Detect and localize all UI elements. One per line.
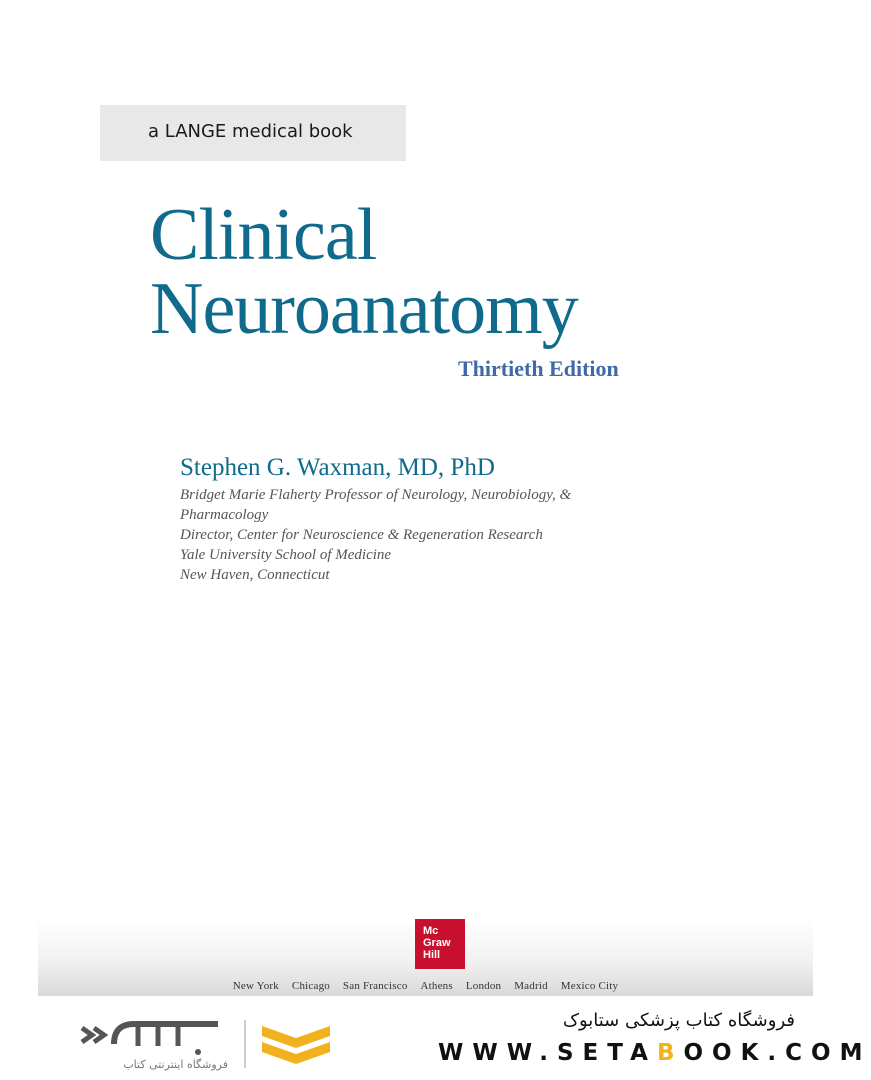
logo-text-line: Hill bbox=[423, 949, 441, 961]
edition-label: Thirtieth Edition bbox=[458, 356, 619, 381]
setabook-wordmark-icon bbox=[78, 1014, 228, 1056]
url-part: OOK.COM bbox=[683, 1040, 871, 1066]
watermark-url bbox=[438, 1040, 871, 1066]
watermark-subtitle: فروشگاه اینترنتی کتاب bbox=[123, 1058, 228, 1071]
book-title-line-2: Neuroanatomy bbox=[150, 268, 578, 350]
author-affiliation-line: Yale University School of Medicine bbox=[180, 547, 392, 563]
series-label: a LANGE medical book bbox=[148, 121, 353, 142]
url-accent-letter: B bbox=[656, 1040, 684, 1066]
watermark-title: فروشگاه کتاب پزشکی ستابوک bbox=[562, 1010, 795, 1031]
series-label-box bbox=[100, 105, 406, 161]
logo-text-line: Mc bbox=[423, 925, 439, 937]
city-label: New York bbox=[232, 980, 279, 992]
author-affiliation-line: Bridget Marie Flaherty Professor of Neurology, Neurobiology, & bbox=[180, 487, 572, 503]
book-title-line-1: Clinical bbox=[150, 194, 377, 276]
city-label: San Francisco bbox=[342, 980, 408, 992]
city-label: Madrid bbox=[514, 980, 548, 992]
logo-text-line: Graw bbox=[423, 937, 451, 949]
author-name: Stephen G. Waxman, MD, PhD bbox=[180, 454, 495, 481]
author-affiliation-line: Pharmacology bbox=[180, 507, 269, 523]
city-label: Athens bbox=[420, 980, 453, 992]
url-part: WWW.SETA bbox=[438, 1040, 657, 1066]
watermark-divider bbox=[244, 1020, 246, 1068]
city-label: Chicago bbox=[291, 980, 330, 992]
author-affiliation-line: New Haven, Connecticut bbox=[180, 567, 330, 583]
author-affiliation-line: Director, Center for Neuroscience & Regeneration Research bbox=[180, 527, 543, 543]
mcgraw-hill-logo bbox=[415, 919, 465, 969]
city-label: Mexico City bbox=[560, 980, 619, 992]
publisher-cities bbox=[0, 980, 851, 992]
city-label: London bbox=[465, 980, 502, 992]
setabook-chevron-logo-icon bbox=[258, 1022, 334, 1070]
